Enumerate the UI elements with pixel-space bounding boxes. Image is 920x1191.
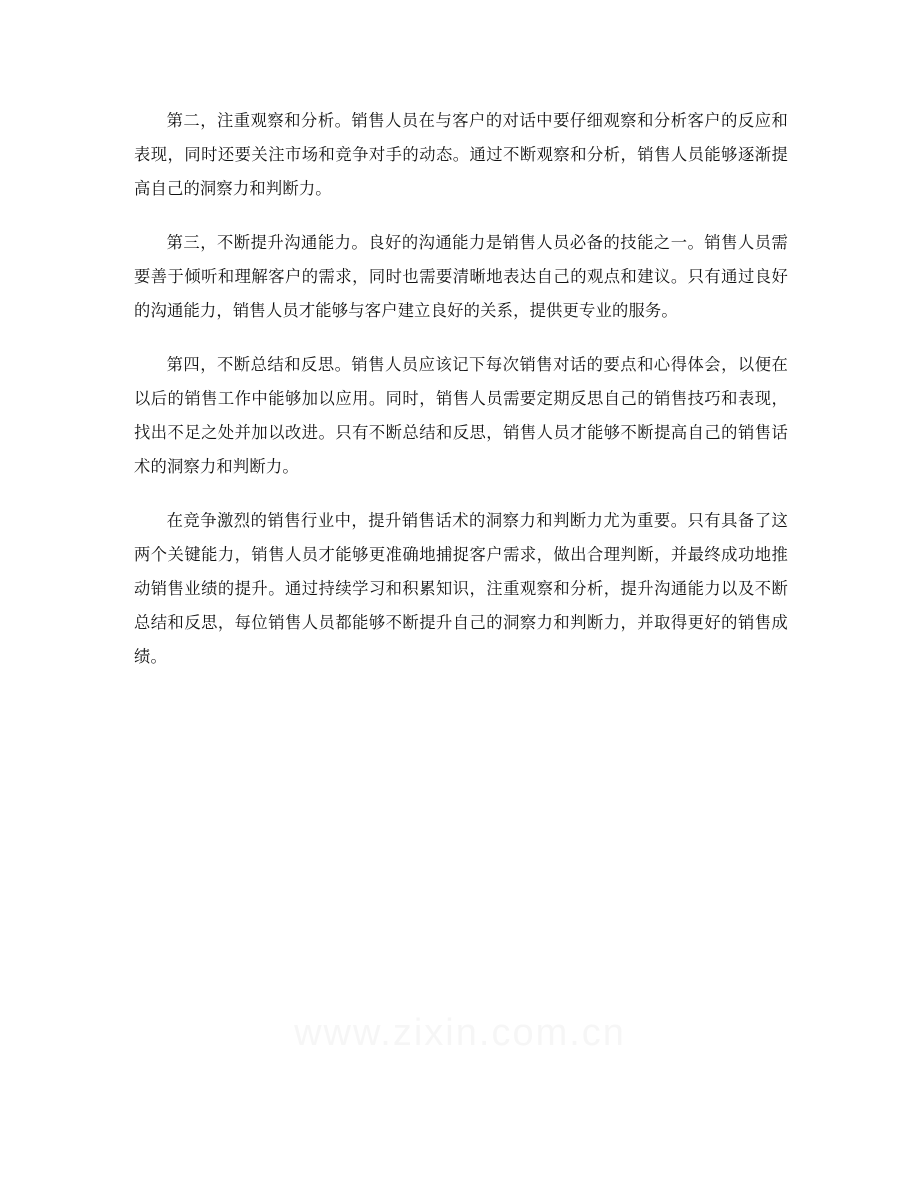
paragraph-conclusion: 在竞争激烈的销售行业中，提升销售话术的洞察力和判断力尤为重要。只有具备了这两个关键能力，销售人员才能够更准确地捕捉客户需求，做出合理判断，并最终成功地推动销售业绩的提升。通过持续学习和积累知识，注重观察和分析，提升沟通能力以及不断总结和反思，每位销售人员都能够不断提升自己的洞察力和判断力，并取得更好的销售成绩。 [134, 511, 788, 666]
paragraph-communication: 第三，不断提升沟通能力。良好的沟通能力是销售人员必备的技能之一。销售人员需要善于倾听和理解客户的需求，同时也需要清晰地表达自己的观点和建议。只有通过良好的沟通能力，销售人员才能够与客户建立良好的关系，提供更专业的服务。 [134, 233, 788, 320]
paragraph-observe-analyze: 第二，注重观察和分析。销售人员在与客户的对话中要仔细观察和分析客户的反应和表现，同时还要关注市场和竞争对手的动态。通过不断观察和分析，销售人员能够逐渐提高自己的洞察力和判断力。 [134, 111, 788, 198]
document-body [134, 104, 788, 694]
watermark: www.zixin.com.cn [294, 1012, 626, 1054]
paragraph-summarize-reflect: 第四，不断总结和反思。销售人员应该记下每次销售对话的要点和心得体会，以便在以后的销售工作中能够加以应用。同时，销售人员需要定期反思自己的销售技巧和表现，找出不足之处并加以改进。只有不断总结和反思，销售人员才能够不断提高自己的销售话术的洞察力和判断力。 [134, 355, 788, 476]
